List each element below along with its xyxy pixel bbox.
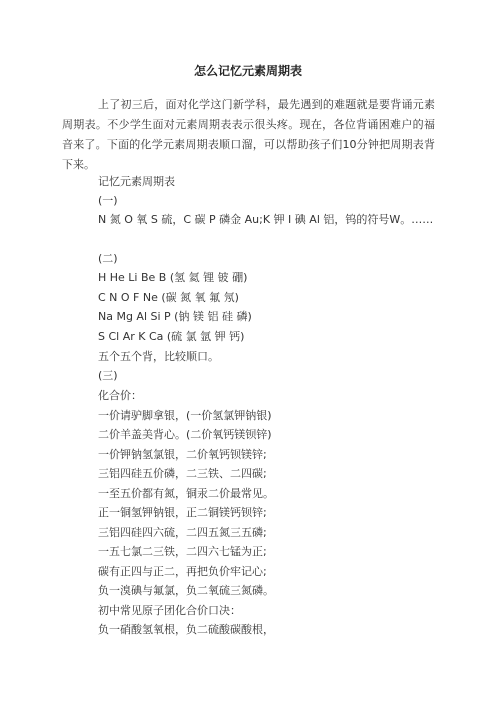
page-title: 怎么记忆元素周期表 (193, 64, 302, 78)
valence-line: 三铝四硅四六硫，二四五氮三五磷; (98, 526, 267, 539)
heading-memorize: 记忆元素周期表 (98, 175, 175, 188)
valence-line: 一价钾钠氢氯银，二价氧钙钡镁锌; (98, 448, 267, 461)
radical-group-line: 负一硝酸氢氧根，负二硫酸碳酸根， (98, 623, 274, 636)
section-1-label: (一) (98, 194, 118, 207)
intro-paragraph: 上了初三后，面对化学这门新学科，最先遇到的难题就是要背诵元素周期表。不少学生面对元素周期表表示很头疼。现在，各位背诵困难户的福音来了。下面的化学元素周期表顺口溜，可以帮助孩子们10分钟把周期表背下来。 (62, 98, 435, 171)
valence-line: 负一溴碘与氟氯，负二氧硫三氮磷。 (98, 584, 274, 597)
section-2-label: (二) (98, 252, 118, 265)
valence-line: 三铝四硅五价磷，二三铁、二四碳; (98, 467, 267, 480)
element-row-4: S Cl Ar K Ca (硫 氯 氩 钾 钙) (98, 330, 245, 343)
valence-line: 正一铜氢钾钠银，正二铜镁钙钡锌; (98, 506, 267, 519)
element-row-3: Na Mg Al Si P (钠 镁 铝 硅 磷) (98, 310, 252, 323)
valence-line: 一至五价都有氮，铜汞二价最常见。 (98, 487, 274, 500)
section-3-label: (三) (98, 369, 118, 382)
valence-line: 一价请驴脚拿银，(一价氢氯钾钠银) (98, 409, 272, 422)
valence-line: 碳有正四与正二，再把负价牢记心; (98, 565, 267, 578)
valence-line: 二价羊盖美背心。(二价氧钙镁钡锌) (98, 428, 272, 441)
element-row-2: C N O F Ne (碳 氮 氧 氟 氖) (98, 291, 239, 304)
element-row-5: 五个五个背，比较顺口。 (98, 350, 219, 363)
valence-heading: 化合价： (98, 389, 142, 402)
valence-line: 一五七氯二三铁，二四六七锰为正; (98, 545, 267, 558)
radical-group-heading: 初中常见原子团化合价口决： (98, 604, 241, 617)
section-1-text: N 氮 O 氧 S 硫，C 碳 P 磷金 Au;K 钾 I 碘 Al 铝，钨的符号W。…… (98, 213, 434, 226)
element-row-1: H He Li Be B (氢 氦 锂 铍 硼) (98, 271, 248, 284)
